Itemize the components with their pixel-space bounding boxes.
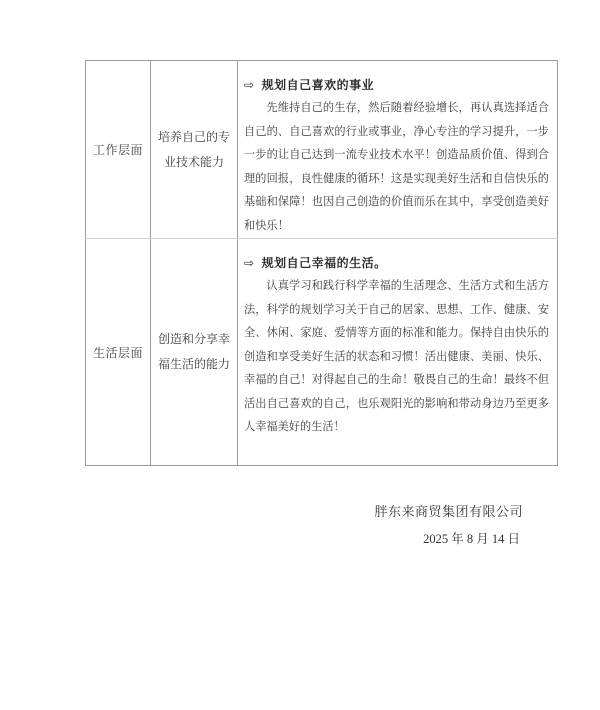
content-table xyxy=(85,60,558,466)
ability-label: 培养自己的专业技术能力 xyxy=(157,129,230,169)
detail-cell-life xyxy=(238,239,558,466)
footer-date: 2025 年 8 月 14 日 xyxy=(423,532,520,546)
detail-cell-work xyxy=(238,61,558,239)
detail-paragraph: 认真学习和践行科学幸福的生活理念、生活方式和生活方法，科学的规划学习关于自己的居家、思想、工作、健康、安全、休闲、家庭、爱情等方面的标准和能力。保持自由快乐的创造和享受美好生活的状态和习惯！活出健康、美丽、快乐、幸福的自己！对得起自己的生命！敬畏自己的生命！最终不但活出自己喜欢的自己，也乐观阳光的影响和带动身边乃至更多人幸福美好的生活！ xyxy=(244,280,549,433)
category-cell-life xyxy=(86,239,151,466)
table-row xyxy=(86,61,558,239)
category-cell-work xyxy=(86,61,151,239)
right-arrow-bullet-icon: ⇨ xyxy=(244,256,255,270)
detail-paragraph: 先维持自己的生存，然后随着经验增长，再认真选择适合自己的、自己喜欢的行业或事业，净心专注的学习提升，一步一步的让自己达到一流专业技术水平！创造品质价值、得到合理的回报，良性健康的循环！这是实现美好生活和自信快乐的基础和保障！也因自己创造的价值而乐在其中，享受创造美好和快乐！ xyxy=(244,102,549,232)
detail-heading-text: 规划自己幸福的生活。 xyxy=(261,256,387,270)
ability-cell-life xyxy=(151,239,238,466)
detail-heading-text: 规划自己喜欢的事业 xyxy=(261,78,375,92)
detail-heading xyxy=(244,76,549,93)
detail-heading xyxy=(244,254,549,271)
ability-cell-work xyxy=(151,61,238,239)
category-label: 生活层面 xyxy=(92,345,143,360)
table-row xyxy=(86,239,558,466)
right-arrow-bullet-icon: ⇨ xyxy=(244,78,255,92)
category-label: 工作层面 xyxy=(92,143,143,157)
ability-label: 创造和分享幸福生活的能力 xyxy=(157,332,230,371)
footer-company-name: 胖东来商贸集团有限公司 xyxy=(374,504,523,519)
